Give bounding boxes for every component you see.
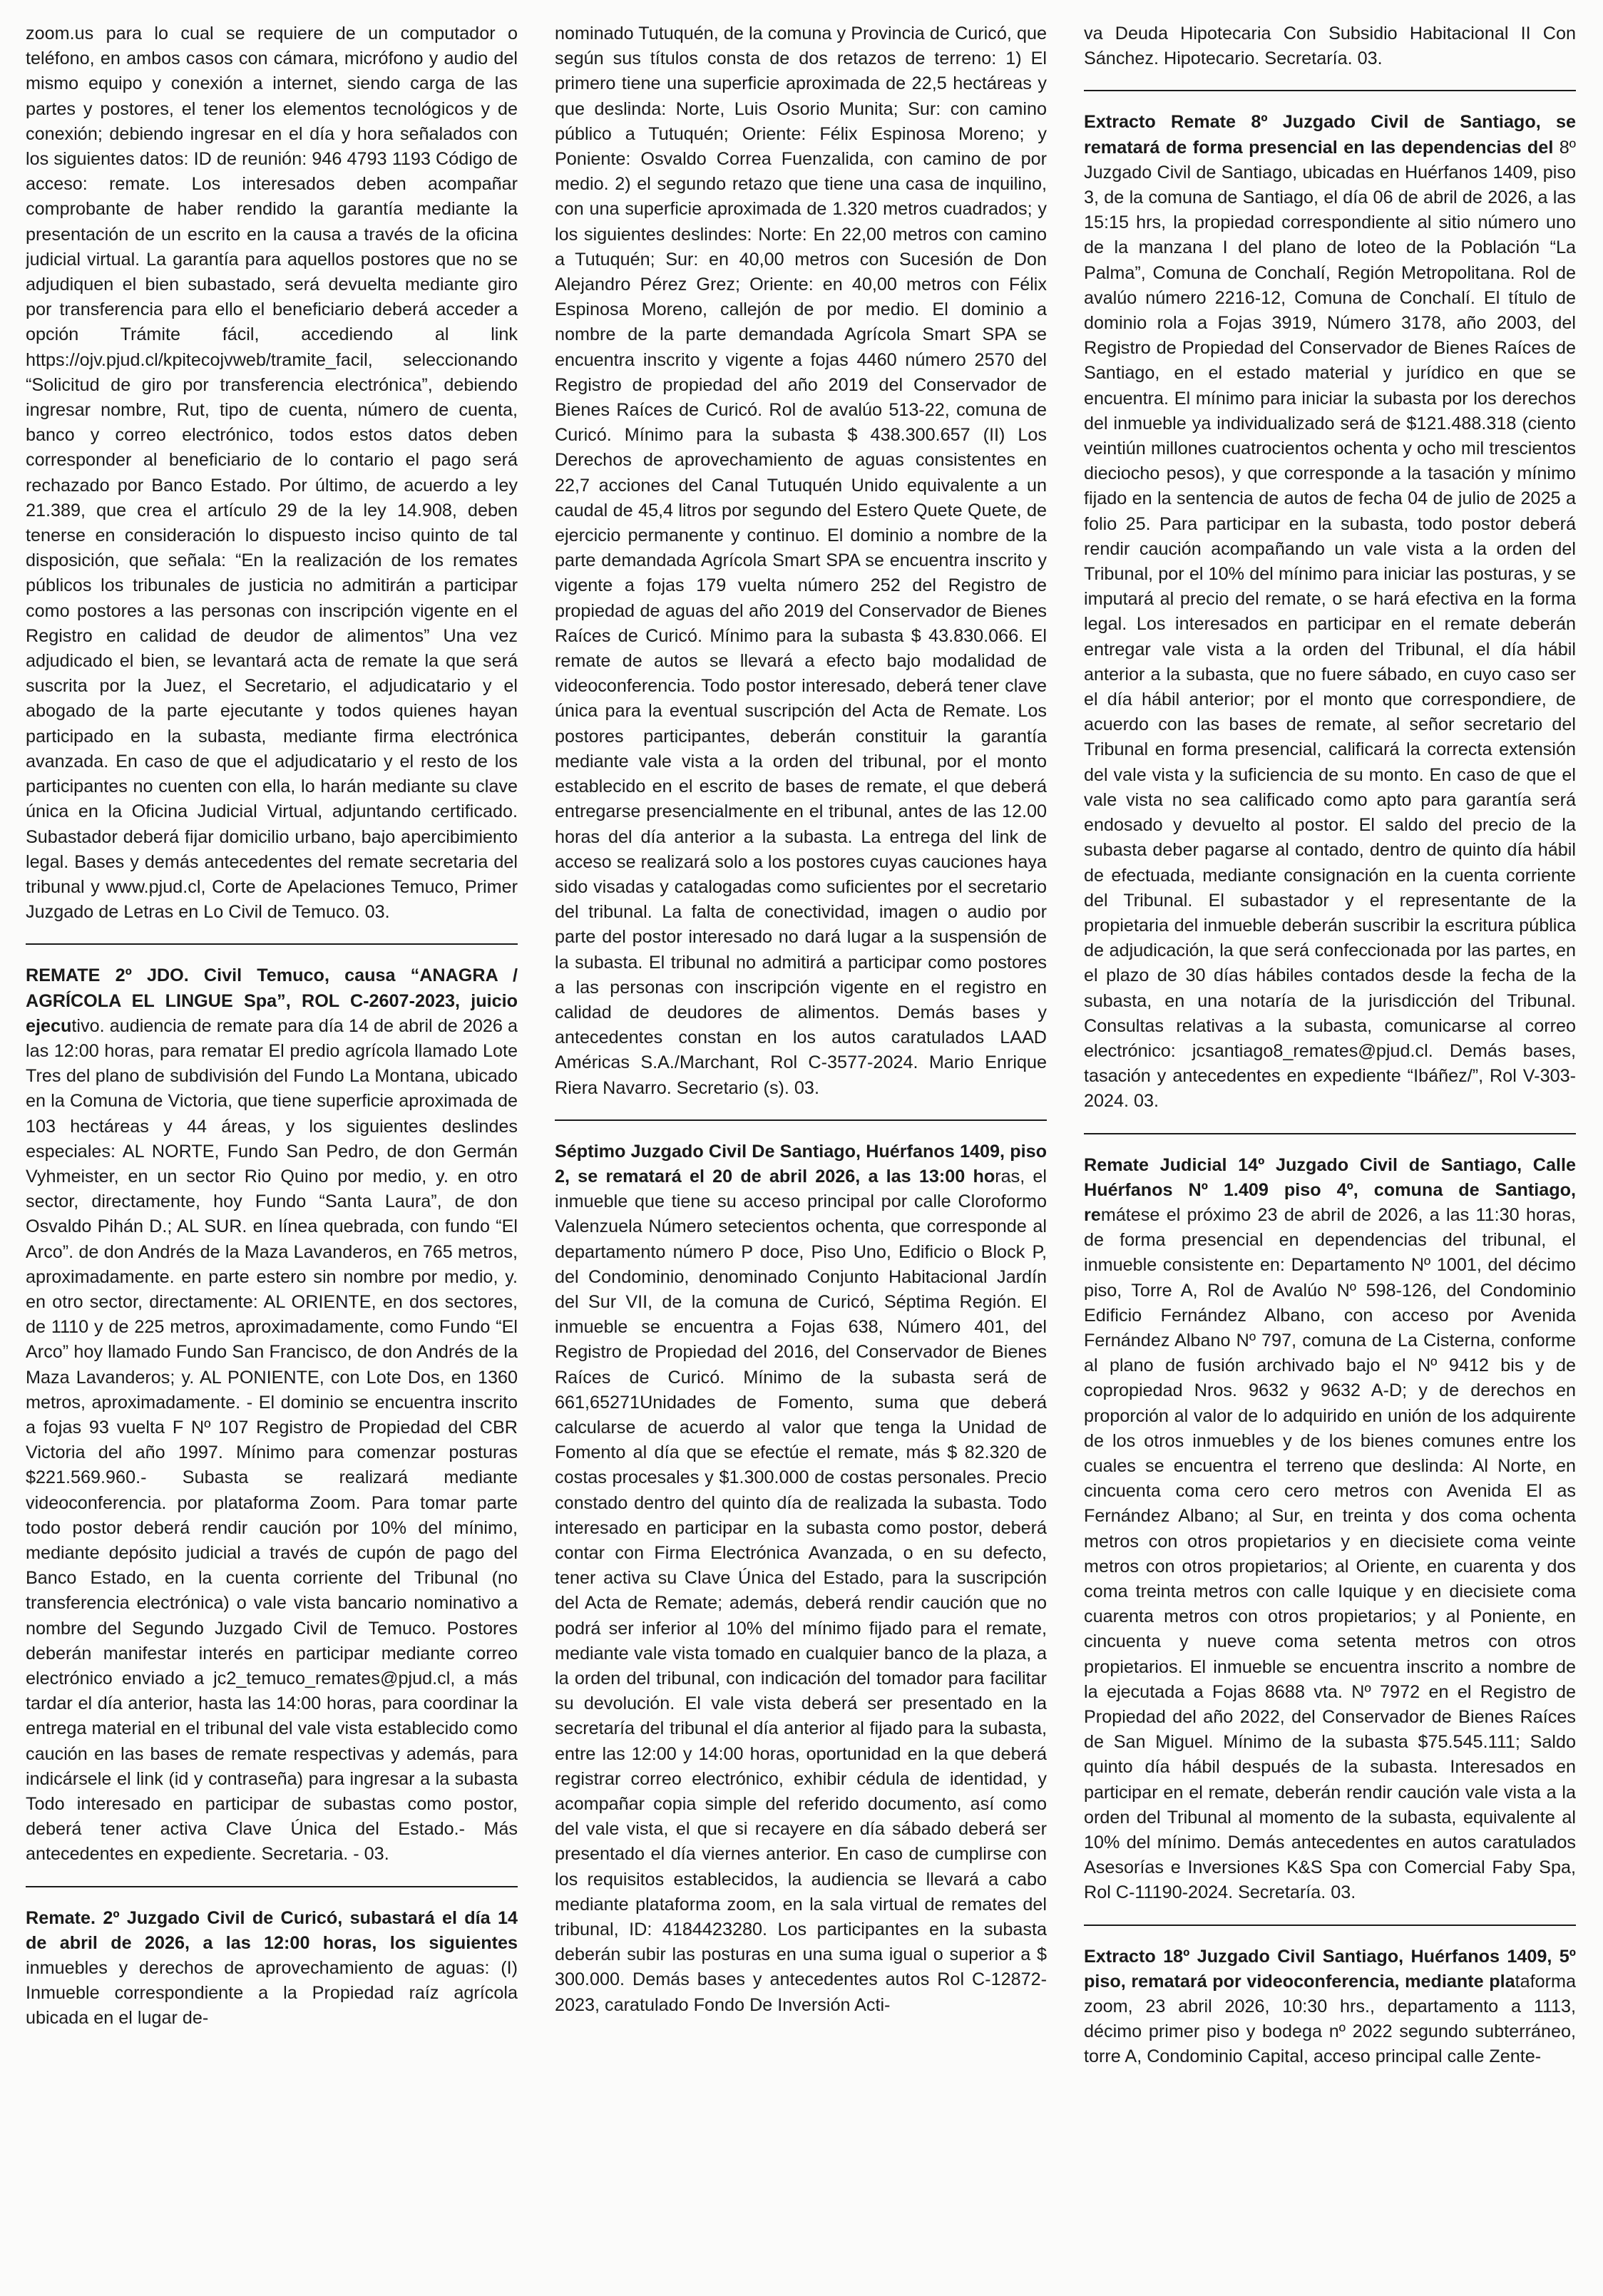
notice-extracto-8-juzgado xyxy=(1084,110,1576,1114)
notice-body: taforma zoom, 23 abril 2026, 10:30 hrs., departamento a 1113, décimo primer piso y bodega nº 2022 segundo subterráneo, torre A, Condominio Capital, acceso principal calle Zente- xyxy=(1084,1971,1576,2067)
notice-septimo-juzgado xyxy=(555,1139,1047,2018)
notice-heading: REMATE 2º JDO. Civil Temuco, causa “ANAGRA / AGRÍCOLA EL LINGUE Spa”, ROL C-2607-2023, juicio ejecu xyxy=(26,965,518,1036)
notice-divider xyxy=(26,943,518,945)
notice-body: tivo. audiencia de remate para día 14 de abril de 2026 a las 12:00 horas, para rematar El predio agrícola llamado Lote Tres del plano de subdivisión del Fundo La Montana, ubicado en la Comuna de Victoria, que tiene superficie aproximada de 103 hectáreas y 44 áreas, y los siguientes deslindes especiales: AL NORTE, Fundo San Pedro, de don Germán Vyhmeister, en un sector Rio Quino por medio, y. en otro sector, directamente, hoy Fundo “Santa Laura”, de don Osvaldo Pihán D.; AL SUR. en línea quebrada, con fundo “El Arco”. de don Andrés de la Maza Lavanderos, en 765 metros, aproximadamente. en parte estero sin nombre por medio, y. en otro sector, directamente: AL ORIENTE, en dos sectores, de 1110 y de 225 metros, aproximadamente, como Fundo “El Arco” hoy llamado Fundo San Francisco, de don Andrés de la Maza Lavanderos; y. AL PONIENTE, con Lote Dos, en 1360 metros, aproximadamente. - El dominio se encuentra inscrito a fojas 93 vuelta F Nº 107 Registro de Propiedad del CBR Victoria del año 1997. Mínimo para comenzar posturas $221.569.960.- Subasta se realizará mediante videoconferencia. por plataforma Zoom. Para tomar parte todo postor deberá rendir caución por 10% del mínimo, mediante depósito judicial a través de cupón de pago del Banco Estado, en la cuenta corriente del Tribunal (no transferencia electrónica) o vale vista bancario nominativo a nombre del Segundo Juzgado Civil de Temuco. Postores deberán manifestar interés en participar mediante correo electrónico enviado a jc2_temuco_remates@pjud.cl, a más tardar el día anterior, hasta las 14:00 horas, para coordinar la entrega material en el tribunal del vale vista establecido como caución en las bases de remate respectivas y además, para indicársele el link (id y contraseña) para ingresar a la subasta Todo interesado en participar de subastas como postor, deberá tener activa Clave Única del Estado.- Más antecedentes en expediente. Secretaria. - 03. xyxy=(26,1015,518,1865)
column-3 xyxy=(1084,21,1576,2289)
notice-divider xyxy=(1084,90,1576,91)
notice-heading: Séptimo Juzgado Civil De Santiago, Huérfanos 1409, piso 2, se rematará el 20 de abril 2026, a las 13:00 ho xyxy=(555,1141,1047,1187)
notice-remate-14-juzgado xyxy=(1084,1153,1576,1906)
notice-divider xyxy=(1084,1133,1576,1134)
notice-divider xyxy=(26,1886,518,1887)
notice-body: ras, el inmueble que tiene su acceso principal por calle Cloroformo Valenzuela Número setecientos ochenta, que corresponde al departamento número P doce, Piso Uno, Edificio o Block P, del Condominio, denominado Conjunto Habitacional Jardín del Sur VII, de la comuna de Curicó, Séptima Región. El inmueble se encuentra a Fojas 638, Número 401, del Registro de Propiedad del 2016, del Conservador de Bienes Raíces de Curicó. Mínimo de la subasta será de 661,65271Unidades de Fomento, suma que deberá calcularse de acuerdo al valor que tenga la Unidad de Fomento al día que se efectúe el remate, más $ 82.320 de costas procesales y $1.300.000 de costas personales. Precio constado dentro del quinto día de realizada la subasta. Todo interesado en participar en la subasta como postor, deberá contar con Firma Electrónica Avanzada, o en su defecto, tener activa su Clave Única del Estado, para la suscripción del Acta de Remate; además, deberá rendir caución que no podrá ser inferior al 10% del mínimo fijado para el remate, mediante vale vista tomado en cualquier banco de la plaza, a la orden del tribunal, con indicación del tomador para facilitar su devolución. El vale vista deberá ser presentado en la secretaría del tribunal el día anterior al fijado para la subasta, entre las 12:00 y 14:00 horas, oportunidad en la que deberá registrar correo electrónico, exhibir cédula de identidad, y acompañar copia simple del referido documento, así como del vale vista, el que si recayere en día sábado deberá ser presentado el día viernes anterior. En caso de cumplirse con los requisitos establecidos, la audiencia se llevará a cabo mediante plataforma zoom, en la sala virtual de remates del tribunal, ID: 4184423280. Los participantes en la subasta deberán subir las posturas en una suma igual o superior a $ 300.000. Demás bases y antecedentes autos Rol C-12872-2023, caratulado Fondo De Inversión Acti- xyxy=(555,1166,1047,2015)
notice-heading: Remate Judicial 14º Juzgado Civil de Santiago, Calle Huérfanos Nº 1.409 piso 4º, comuna de Santiago, re xyxy=(1084,1154,1576,1225)
notice-body: mátese el próximo 23 de abril de 2026, a las 11:30 horas, de forma presencial en dependencias del tribunal, el inmueble consistente en: Departamento Nº 1001, del décimo piso, Torre A, Rol de Avalúo Nº 598-126, del Condominio Edificio Fernández Albano, con acceso por Avenida Fernández Albano Nº 797, comuna de La Cisterna, conforme al plano de fusión archivado bajo el Nº 9412 bis y de copropiedad Nros. 9632 y 9632 A-D; y de derechos en proporción al valor de lo adquirido en unión de los adquirente de los otros inmuebles y de los bienes comunes entre los cuales se encuentra el terreno que deslinda: Al Norte, en cincuenta coma cero cero metros con Avenida El as Fernández Albano; al Sur, en treinta y dos coma ochenta metros con otros propietarios y en diecisiete coma veinte metros con otros propietarios; al Oriente, en cuarenta y dos coma treinta metros con calle Iquique y en diecisiete coma cuarenta metros con otros propietarios; y al Poniente, en cincuenta y nueve coma setenta metros con otros propietarios. El inmueble se encuentra inscrito a nombre de la ejecutada a Fojas 8688 vta. Nº 7972 en el Registro de Propiedad del año 2022, del Conservador de Bienes Raíces de San Miguel. Mínimo de la subasta $75.545.111; Saldo quinto día hábil después de la subasta. Interesados en participar en el remate, deberán rendir caución vale vista a la orden del Tribunal al momento de la subasta, equivalente al 10% del mínimo. Demás antecedentes en autos caratulados Asesorías e Inversiones K&S Spa con Comercial Faby Spa, Rol C-11190-2024. Secretaría. 03. xyxy=(1084,1204,1576,1903)
notice-heading: Extracto Remate 8º Juzgado Civil de Santiago, se rematará de forma presencial en las dependencias del xyxy=(1084,112,1576,158)
notice-divider xyxy=(555,1119,1047,1121)
notice-body: 8º Juzgado Civil de Santiago, ubicadas en Huérfanos 1409, piso 3, de la comuna de Santiago, el día 06 de abril de 2026, a las 15:15 hrs, la propiedad correspondiente al sitio número uno de la manzana I del plano de loteo de la Población “La Palma”, Comuna de Conchalí, Región Metropolitana. Rol de avalúo número 2216-12, Comuna de Conchalí. El título de dominio rola a Fojas 3919, Número 3178, año 2003, del Registro de Propiedad del Conservador de Bienes Raíces de Santiago, en el estado material y jurídico en que se encuentra. El mínimo para iniciar la subasta por los derechos del inmueble ya individualizado será de $121.488.318 (ciento veintiún millones cuatrocientos ochenta y ocho mil trescientos dieciocho pesos), y que corresponde a la tasación y mínimo fijado en la sentencia de autos de fecha 04 de julio de 2025 a folio 25. Para participar en la subasta, todo postor deberá rendir caución acompañando un vale vista a la orden del Tribunal, por el 10% del mínimo para iniciar las posturas, y se imputará al precio del remate, o se hará efectiva en la forma legal. Los interesados en participar en el remate deberán entregar vale vista a la orden del Tribunal, el día hábil anterior a la subasta, que no fuere sábado, en cuyo caso ser el día hábil anterior; por el monto que correspondiere, de acuerdo con las bases de remate, al señor secretario del Tribunal en forma presencial, calificará la correcta extensión del vale vista y la suficiencia de su monto. En caso de que el vale vista no sea calificado como apto para garantía será endosado y devuelto al postor. El saldo del precio de la subasta deber pagarse al contado, dentro de quinto día hábil de efectuada, mediante consignación en la cuenta corriente del Tribunal. El subastador y el representante de la propietaria del inmueble deberán suscribir la escritura pública de adjudicación, la que será confeccionada por las partes, en el plazo de 30 días hábiles contados desde la fecha de la subasta, en una notaría de la jurisdicción del Tribunal. Consultas relativas a la subasta, comunicarse al correo electrónico: jcsantiago8_remates@pjud.cl. Demás bases, tasación y antecedentes en expediente “Ibáñez/”, Rol V-303-2024. 03. xyxy=(1084,137,1576,1112)
notice-extracto-18-juzgado xyxy=(1084,1944,1576,2070)
notice-continuation: nominado Tutuquén, de la comuna y Provincia de Curicó, que según sus títulos consta de dos retazos de terreno: 1) El primero tiene una superficie aproximada de 22,5 hectáreas y que deslinda: Norte, Luis Osorio Munita; Sur: con camino público a Tutuquén; Oriente: Félix Espinosa Moreno; y Poniente: Osvaldo Correa Fuenzalida, con camino de por medio. 2) el segundo retazo que tiene una casa de inquilino, con una superficie aproximada de 1.320 metros cuadrados; y los siguientes deslindes: Norte: En 22,00 metros con camino a Tutuquén; Sur: en 40,00 metros con Sucesión de Don Alejandro Pérez Grez; Oriente: en 40,00 metros con Félix Espinosa Moreno, callejón de por medio. El dominio a nombre de la parte demandada Agrícola Smart SPA se encuentra inscrito y vigente a fojas 4460 número 2570 del Registro de propiedad del año 2019 del Conservador de Bienes Raíces de Curicó. Rol de avalúo 513-22, comuna de Curicó. Mínimo para la subasta $ 438.300.657 (II) Los Derechos de aprovechamiento de aguas consistentes en 22,7 acciones del Canal Tutuquén Unido equivalente a un caudal de 45,4 litros por segundo del Estero Quete Quete, de ejercicio permanente y continuo. El dominio a nombre de la parte demandada Agrícola Smart SPA se encuentra inscrito y vigente a fojas 179 vuelta número 252 del Registro de propiedad de aguas del año 2019 del Conservador de Bienes Raíces de Curicó. Mínimo para la subasta $ 43.830.066. El remate de autos se llevará a efecto bajo modalidad de videoconferencia. Todo postor interesado, deberá tener clave única para la eventual suscripción del Acta de Remate. Los postores participantes, deberán constituir la garantía mediante vale vista a la orden del tribunal, por el monto establecido en el escrito de bases de remate, el que deberá entregarse presencialmente en el tribunal, antes de las 12.00 horas del día anterior a la subasta. La entrega del link de acceso se realizará solo a los postores cuyas cauciones haya sido visadas y catalogadas como suficientes por el secretario del tribunal. La falta de conectividad, imagen o audio por parte del postor interesado no dará lugar a la suspensión de la subasta. El tribunal no admitirá a participar como postores a las personas con inscripción vigente en el registro en calidad de deudores de alimentos. Demás bases y antecedentes constan en los autos caratulados LAAD Américas S.A./Marchant, Rol C-3577-2024. Mario Enrique Riera Navarro. Secretario (s). 03. xyxy=(555,24,1047,1098)
notice-body: inmuebles y derechos de aprovechamiento de aguas: (I) Inmueble correspondiente a la Propiedad raíz agrícola ubicada en el lugar de- xyxy=(26,1958,518,2029)
notice-remate-temuco xyxy=(26,963,518,1867)
notice-remate-curico xyxy=(26,1906,518,2031)
column-1 xyxy=(26,21,518,2289)
notice-continuation: va Deuda Hipotecaria Con Subsidio Habitacional II Con Sánchez. Hipotecario. Secretaría. 03. xyxy=(1084,24,1576,69)
notice-divider xyxy=(1084,1925,1576,1926)
notice-continuation: zoom.us para lo cual se requiere de un computador o teléfono, en ambos casos con cámara, micrófono y audio del mismo equipo y conexión a internet, siendo carga de las partes y postores, el tener los elementos tecnológicos y de conexión; debiendo ingresar en el día y hora señalados con los siguientes datos: ID de reunión: 946 4793 1193 Código de acceso: remate. Los interesados deben acompañar comprobante de haber rendido la garantía mediante la presentación de un escrito en la causa a través de la oficina judicial virtual. La garantía para aquellos postores que no se adjudiquen el bien subastado, será devuelta mediante giro por transferencia para ello el beneficiario deberá acceder a opción Trámite fácil, accediendo al link https://ojv.pjud.cl/kpitecojvweb/tramite_facil, seleccionando “Solicitud de giro por transferencia electrónica”, debiendo ingresar nombre, Rut, tipo de cuenta, número de cuenta, banco y correo electrónico, todos estos datos deben corresponder al beneficiario de lo contario el pago será rechazado por Banco Estado. Por último, de acuerdo a ley 21.389, que crea el artículo 29 de la ley 14.908, deben tenerse en consideración lo dispuesto inciso quinto de tal disposición, que señala: “En la realización de los remates públicos los tribunales de justicia no admitirán a participar como postores a las personas con inscripción vigente en el Registro en calidad de deudor de alimentos” Una vez adjudicado el bien, se levantará acta de remate la que será suscrita por la Juez, el Secretario, el adjudicatario y el abogado de la parte ejecutante y todos quienes hayan participado en la subasta, mediante firma electrónica avanzada. En caso de que el adjudicatario y el resto de los participantes no cuenten con ella, lo harán mediante su clave única en la Oficina Judicial Virtual, adjuntando certificado. Subastador deberá fijar domicilio urbano, bajo apercibimiento legal. Bases y demás antecedentes del remate secretaria del tribunal y www.pjud.cl, Corte de Apelaciones Temuco, Primer Juzgado de Letras en Lo Civil de Temuco. 03. xyxy=(26,24,518,923)
column-2 xyxy=(555,21,1047,2289)
notice-heading: Extracto 18º Juzgado Civil Santiago, Huérfanos 1409, 5º piso, rematará por videoconferencia, mediante pla xyxy=(1084,1946,1576,1992)
notice-heading: Remate. 2º Juzgado Civil de Curicó, subastará el día 14 de abril de 2026, a las 12:00 horas, los siguientes xyxy=(26,1907,518,1953)
